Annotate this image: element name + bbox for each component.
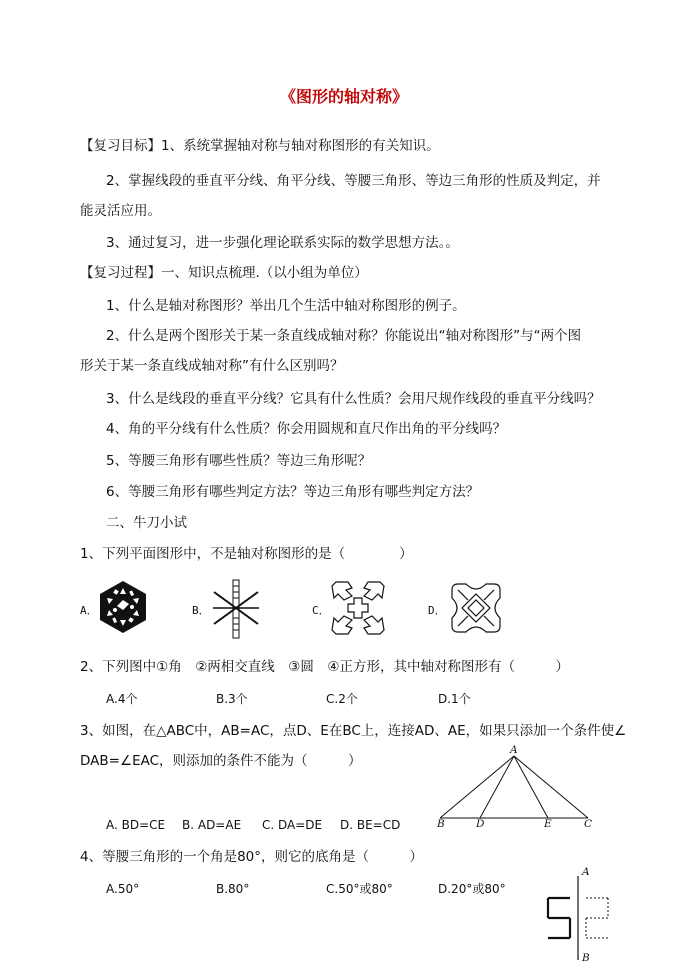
goals-line-3: 3、通过复习，进一步强化理论联系实际的数学思想方法。。 [106, 235, 459, 251]
exercise-4-stem: 4、等腰三角形的一个角是80°，则它的底角是（ ） [80, 849, 424, 865]
triangle-abc-figure [436, 754, 596, 820]
exercise-4-option-d: D.20°或80° [438, 882, 506, 896]
point-b-label: B [437, 818, 445, 830]
exercise-4-option-b: B.80° [216, 882, 250, 896]
exercise-3-option-c: C. DA=DE [262, 818, 323, 832]
exercise-2-option-d: D.1个 [438, 692, 471, 706]
question-4: 4、角的平分线有什么性质？你会用圆规和直尺作出角的平分线吗？ [106, 421, 507, 437]
exercise-2-option-b: B.3个 [216, 692, 248, 706]
process-heading: 【复习过程】一、知识点梳理.（以小组为单位） [80, 265, 368, 281]
page-title: 《图形的轴对称》 [279, 87, 408, 106]
question-3: 3、什么是线段的垂直平分线？它具有什么性质？会用尺规作线段的垂直平分线吗？ [106, 391, 601, 407]
option-d-label: D． [428, 604, 446, 617]
exercise-2-option-c: C.2个 [326, 692, 358, 706]
axis-bottom-label: B [582, 952, 590, 964]
question-2a: 2、什么是两个图形关于某一条直线成轴对称？你能说出“轴对称图形”与“两个图 [106, 328, 582, 344]
point-a-label: A [510, 744, 518, 756]
exercise-3-option-b: B. AD=AE [182, 818, 242, 832]
arrows-cross-figure [330, 580, 386, 636]
snowflake-hexagon-figure [96, 580, 150, 634]
exercise-2-option-a: A.4个 [106, 692, 138, 706]
question-6: 6、等腰三角形有哪些判定方法？等边三角形有哪些判定方法？ [106, 484, 480, 500]
exercise-3-stem-line-2: DAB=∠EAC，则添加的条件不能为（ ） [80, 753, 362, 769]
option-a-label: A． [80, 604, 98, 617]
symmetry-axis-figure [544, 874, 614, 962]
goals-line-2-cont: 能灵活应用。 [80, 203, 161, 219]
point-d-label: D [476, 818, 485, 830]
exercise-4-option-c: C.50°或80° [326, 882, 393, 896]
exercise-4-option-a: A.50° [106, 882, 140, 896]
asterisk-ladder-figure [210, 578, 262, 640]
exercise-2-stem: 2、下列图中①角 ②两相交直线 ③圆 ④正方形，其中轴对称图形有（ ） [80, 659, 569, 675]
point-e-label: E [544, 818, 552, 830]
exercise-3-option-d: D. BE=CD [340, 818, 401, 832]
goals-line-2: 2、掌握线段的垂直平分线、角平分线、等腰三角形、等边三角形的性质及判定，并 [106, 173, 601, 189]
question-1: 1、什么是轴对称图形？举出几个生活中轴对称图形的例子。 [106, 298, 466, 314]
exercise-3-option-a: A. BD=CE [106, 818, 166, 832]
exercise-3-stem-line-1: 3、如图，在△ABC中，AB=AC，点D、E在BC上，连接AD、AE，如果只添加一个条件使∠ [80, 723, 627, 739]
section-2-heading: 二、牛刀小试 [106, 515, 187, 531]
ornament-figure [448, 580, 504, 636]
question-5: 5、等腰三角形有哪些性质？等边三角形呢？ [106, 453, 372, 469]
goals-line-1: 【复习目标】1、系统掌握轴对称与轴对称图形的有关知识。 [80, 138, 440, 154]
point-c-label: C [584, 818, 593, 830]
axis-top-label: A [582, 866, 590, 878]
question-2b: 形关于某一条直线成轴对称”有什么区别吗？ [80, 358, 344, 374]
option-b-label: B． [192, 604, 210, 617]
option-c-label: C． [312, 604, 330, 617]
exercise-1-stem: 1、下列平面图形中，不是轴对称图形的是（ ） [80, 546, 413, 562]
